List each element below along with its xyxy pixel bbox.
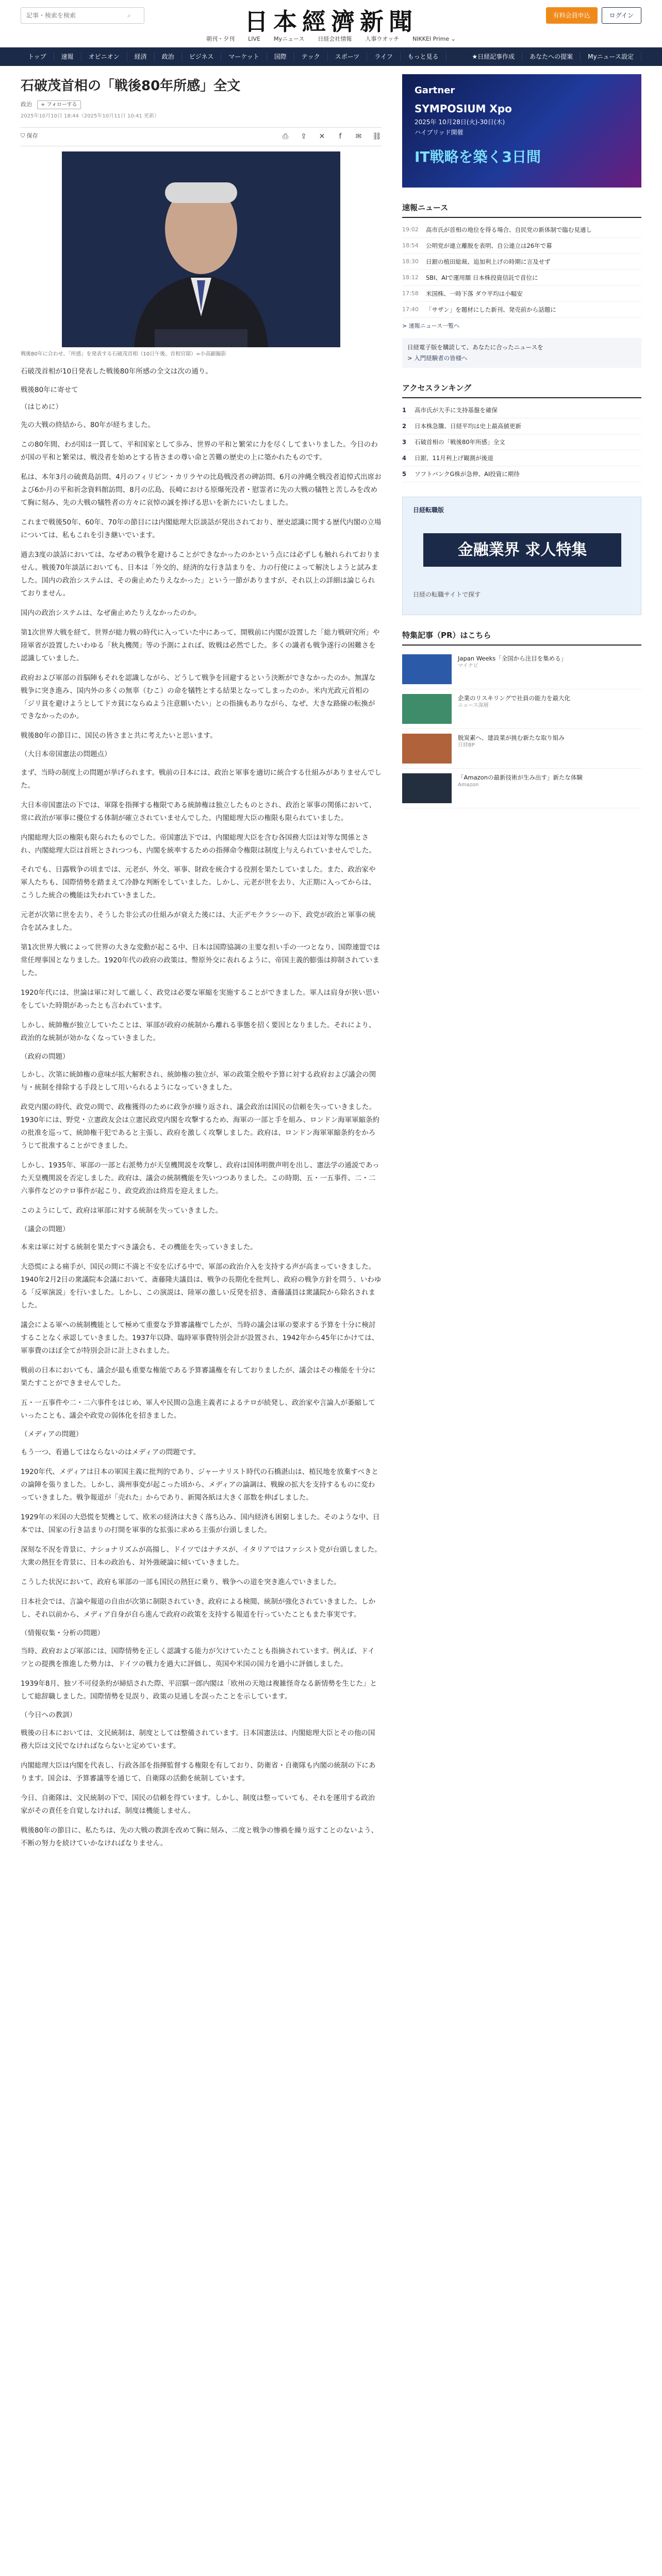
article-paragraph: 政府および軍部の首脳陣もそれを認識しながら、どうして戦争を回避するという決断ができなかったのか。無謀な戦争に突き進み、国内外の多くの無辜（むこ）の命を犠牲とする結果となってしまったのか。米内光政元首相の「ジリ貧を避けようとしてドカ貧にならぬよう注意願いたい」との指摘もありながら、なぜ、大きな路線の転換ができなかったのか。 (21, 673, 376, 721)
ranking-item[interactable] (402, 466, 641, 482)
article-paragraph: 第1次世界大戦によって世界の大きな変動が起こる中、日本は国際協調の主要な担い手の一つとなり、国際連盟では常任理事国となりました。1920年代の政府の政策は、幣原外交に表れるように、帝国主義的膨張は抑制されていました。 (21, 943, 380, 978)
nav-item[interactable]: 経済 (127, 52, 155, 61)
career-ad[interactable] (402, 497, 641, 615)
pr-thumbnail (402, 694, 452, 724)
login-button[interactable]: ログイン (602, 7, 641, 24)
search-icon[interactable]: ⌕ (127, 12, 131, 19)
subnav-item[interactable]: Myニュース (273, 35, 305, 42)
article-paragraph: 私は、本年3月の硫黄島訪問、4月のフィリピン・カリラヤの比島戦没者の碑訪問、6月の沖縄全戦没者追悼式出席および6か月の平和祈念資料館訪問、8月の広島、長崎における原爆死没者・慰霊者に先の大戦の犠牲と苦しみを改めて胸に刻み、先の大戦の犠牲者の方々に哀悼の誠を捧げる思いを新たにいたしました。 (21, 472, 382, 507)
article-date: 2025年10月10日 18:44（2025年10月11日 10:41 更新） (21, 113, 159, 120)
section-heading: （議会の問題） (21, 1225, 70, 1234)
photo-illustration (62, 151, 340, 347)
nav-item[interactable]: 国際 (267, 52, 294, 61)
nav-item-right[interactable]: Myニュース設定 (581, 52, 641, 61)
section-heading: 戦後80年に寄せて (21, 385, 78, 394)
nav-item[interactable]: 政治 (155, 52, 182, 61)
site-logo[interactable]: 日本經濟新聞 (244, 8, 418, 36)
ranking-number: 2 (402, 422, 407, 430)
access-ranking (402, 382, 641, 482)
nav-item[interactable]: ビジネス (182, 52, 222, 61)
article-paragraph: 戦後80年の節目に、私たちは、先の大戦の教訓を改めて胸に刻み、二度と戦争の惨禍を繰り返すことのないよう、不断の努力を続けていかなければなりません。 (21, 1826, 378, 1848)
ranking-title: ソフトバンクG株が急伸、AI投資に期待 (415, 470, 520, 478)
subnav-item[interactable]: 人事ウオッチ (365, 35, 400, 42)
article-paragraph: 本来は軍に対する統制を果たすべき議会も、その機能を失っていきました。 (21, 1243, 257, 1252)
article-paragraph: それでも、日露戦争の頃までは、元老が、外交、軍事、財政を統合する役割を果たしていました。また、政治家や軍人たちも、国際情勢を踏まえて冷静な判断をしていました。しかし、元老が世を去り、大正期に入ってからは、こうした統合の機能は失われていきました。 (21, 866, 376, 900)
nav-item[interactable]: オピニオン (81, 52, 127, 61)
pr-item[interactable] (402, 650, 641, 689)
subnav-item[interactable]: 日経会社情報 (318, 35, 352, 42)
pr-title: 脱炭素へ、建設業が挑む新たな取り組み (458, 734, 565, 741)
ranking-item[interactable] (402, 450, 641, 466)
ad-brand: Gartner (415, 85, 455, 96)
article-paragraph: しかし、1935年、軍部の一部と右派勢力が天皇機関説を攻撃し、政府は国体明徴声明を出し、憲法学の通説であった天皇機関説を否定しました。政府は、議会の統制機能を失いつつありました。この時期、五・一五事件、二・二六事件などのテロ事件が起こり、政党政治は終焉を迎えました。 (21, 1161, 379, 1196)
article-paragraph: このようにして、政府は軍部に対する統制を失っていきました。 (21, 1207, 223, 1215)
promo-text: 日経電子版を購読して、あなたに合ったニュースを (407, 343, 543, 351)
article-paragraph: これまで戦後50年、60年、70年の節目には内閣総理大臣談話が発出されており、歴史認識に関する歴代内閣の立場については、私もこれを引き継いでいます。 (21, 518, 382, 539)
article-paragraph: 内閣総理大臣は内閣を代表し、行政各部を指揮監督する権限を有しており、防衛省・自衛隊も内閣の統制の下にあります。国会は、予算審議等を通じて、自衛隊の活動を統制しています。 (21, 1761, 376, 1783)
mail-icon[interactable]: ✉ (355, 132, 362, 141)
nav-item[interactable]: 速報 (54, 52, 81, 61)
article-paragraph: 1929年の米国の大恐慌を契機として、欧米の経済は大きく落ち込み、国内経済も困窮しました。そのような中、日本では、国家の行き詰まりの打開を軍事的な拡張に求める主張が台頭しました。 (21, 1513, 380, 1534)
pr-item[interactable] (402, 769, 641, 808)
article-paragraph: 政党内閣の時代、政党の間で、政権獲得のために政争が繰り返され、議会政治は国民の信頼を失っていきました。1930年には、野党・立憲政友会は立憲民政党内閣を攻撃するため、海軍の一部と手を組み、ロンドン海軍軍縮条約の批准を巡って、統帥権干犯であると主張し、政府を激しく攻撃しました。政府は、ロンドン海軍軍縮条約をかろうじて批准することができました。 (21, 1103, 380, 1150)
section-heading: （今日への教訓） (21, 1710, 76, 1719)
section-label[interactable]: 政治 (21, 101, 32, 108)
sub-nav (0, 31, 662, 47)
pr-item[interactable] (402, 689, 641, 729)
nav-item[interactable]: スポーツ (328, 52, 368, 61)
article-title: 石破茂首相の「戦後80年所感」全文 (21, 78, 241, 94)
ranking-number: 1 (402, 406, 407, 414)
subnav-item[interactable]: NIKKEI Prime ⌄ (412, 35, 456, 42)
subnav-item[interactable]: 朝刊・夕刊 (206, 35, 235, 42)
breaking-more-link[interactable]: > 速報ニュース一覧へ (402, 323, 460, 330)
print-icon[interactable]: ⎙ (282, 132, 289, 141)
nav-item[interactable]: テック (294, 52, 328, 61)
pr-thumbnail (402, 654, 452, 684)
article-photo (62, 151, 340, 347)
search-box[interactable] (21, 7, 144, 24)
gartner-ad[interactable] (402, 74, 641, 188)
breaking-news-item[interactable] (402, 302, 641, 318)
pr-source: マイナビ (458, 663, 478, 669)
pr-title: Japan Weeks「全国から注目を集める」 (458, 654, 567, 662)
ad2-headline: 金融業界 求人特集 (423, 533, 621, 567)
ad-title: SYMPOSIUM Xpo (415, 103, 512, 115)
breaking-news-item[interactable] (402, 222, 641, 238)
article-paragraph: こうした状況において、政府も軍部の一部も国民の熱狂に乗り、戦争への道を突き進んでいきました。 (21, 1578, 341, 1586)
article-paragraph: しかし、統帥権が独立していたことは、軍部が政府の統制から離れる事態を招く要因となりました。それにより、政治的な統制が効かなくなっていきました。 (21, 1021, 376, 1043)
news-time: 17:40 (402, 306, 419, 313)
article-paragraph: 石破茂首相が10日発表した戦後80年所感の全文は次の通り。 (21, 367, 212, 376)
pr-thumbnail (402, 734, 452, 764)
news-time: 18:12 (402, 274, 419, 281)
ranking-number: 4 (402, 454, 407, 462)
top-bar (0, 0, 662, 36)
promo-link[interactable]: > 入門経験者の皆様へ (407, 354, 468, 362)
ad-headline: IT戦略を築く3日間 (415, 148, 541, 165)
pr-source: ニュース深層 (458, 702, 489, 708)
photo-caption: 戦後80年に合わせ、「所感」を発表する石破茂首相（10日午後、首相官邸）=小高顕撮影 (21, 351, 226, 357)
news-title: 高市氏が首相の地位を得る場合、自民党の新体制で臨む見通し (426, 226, 592, 233)
pr-source: 日経BP (458, 742, 475, 748)
article-body (21, 365, 382, 1850)
follow-button[interactable]: + フォローする (37, 100, 81, 109)
news-title: 米国株、一時下落 ダウ平均は小幅安 (426, 290, 523, 297)
search-input[interactable] (26, 12, 124, 19)
news-title: 「サザン」を題材にした新刊、発売前から話題に (426, 306, 556, 313)
article-paragraph: 元老が次第に世を去り、そうした非公式の仕組みが衰えた後には、大正デモクラシーの下、政党が政治と軍事の統合を試みました。 (21, 911, 376, 933)
breaking-news-item[interactable] (402, 238, 641, 254)
breaking-news (402, 202, 641, 368)
pr-title: 企業のリスキリングで社員の能力を最大化 (458, 694, 571, 702)
article-paragraph: 内閣総理大臣の権限も限られたものでした。帝国憲法下では、内閣総理大臣を含む各国務大臣は対等な関係とされ、内閣総理大臣は首班とされつつも、内閣を統率するための指揮命令権限は制度上与えられていませんでした。 (21, 833, 376, 855)
nav-item-right[interactable]: あなたへの提案 (522, 52, 581, 61)
article-paragraph: 戦後80年の節目に、国民の皆さまと共に考えたいと思います。 (21, 732, 217, 740)
news-title: SBI、AIで運用額 日本株投資信託で首位に (426, 274, 538, 281)
nav-item[interactable]: マーケット (221, 52, 267, 61)
article-paragraph: 日本社会では、言論や報道の自由が次第に制限されていき、政府による検閲、統制が強化されていきました。しかし、それ以前から、メディア自身が自ら進んで政府の政策を支持する報道を行っていたこともまた事実です。 (21, 1597, 375, 1619)
ad2-label: 日経転職版 (413, 506, 444, 514)
bookmark-icon: ⛉ (21, 132, 25, 140)
nav-item-right[interactable]: ★日経記事作成 (465, 52, 522, 61)
ad-venue: ハイブリッド開催 (415, 129, 464, 136)
link-icon[interactable]: ⛓ (372, 132, 382, 141)
ranking-title: 日銀、11月利上げ観測が後退 (415, 454, 493, 462)
news-time: 19:02 (402, 226, 419, 233)
news-time: 18:54 (402, 242, 419, 249)
article-paragraph: まず、当時の制度上の問題が挙げられます。戦前の日本には、政治と軍事を適切に統合する仕組みがありませんでした。 (21, 768, 382, 790)
pr-source: Amazon (458, 782, 479, 788)
article-paragraph: 五・一五事件や二・二六事件をはじめ、軍人や民間の急進主義者によるテロが続発し、政治家や言論人が萎縮していったことも、議会や政党の弱体化を招きました。 (21, 1398, 375, 1420)
save-label: 保存 (26, 132, 38, 140)
x-icon[interactable]: ✕ (319, 132, 325, 141)
article-toolbar (21, 127, 382, 146)
article-paragraph: 深刻な不況を背景に、ナショナリズムが高揚し、ドイツではナチスが、イタリアではファシスト党が台頭しました。大衆の熱狂を背景に、日本の政治も、対外強硬論に傾いていきました。 (21, 1545, 382, 1567)
share-icon[interactable]: ⇪ (301, 132, 307, 141)
save-button[interactable] (21, 132, 38, 142)
article-paragraph: 過去3度の談話においては、なぜあの戦争を避けることができなかったのかという点には必ずしも触れられておりません。戦後70年談話においても、日本は「外交的、経済的な行き詰まりを、力の行使によって解決しようと試みました。国内の政治システムは、その歯止めたりえなかった」という一節がありますが、それ以上の詳細は論じられておりません。 (21, 550, 380, 598)
nav-item[interactable]: ライフ (367, 52, 400, 61)
article-paragraph: 今日、自衛隊は、文民統制の下で、国民の信頼を得ています。しかし、制度は整っていても、それを運用する政治家がその責任を自覚しなければ、制度は機能しません。 (21, 1794, 375, 1816)
facebook-icon[interactable]: f (339, 132, 342, 141)
article-paragraph: この80年間、わが国は一貫して、平和国家として歩み、世界の平和と繁栄に力を尽くしてまいりました。今日のわが国の平和と繁栄は、戦没者を始めとする皆さまの尊い命と苦難の歴史の上に築かれたものです。 (21, 440, 378, 462)
breaking-news-item[interactable] (402, 254, 641, 270)
article-paragraph: 当時、政府および軍部には、国際情勢を正しく認識する能力が欠けていたことも指摘されています。例えば、ドイツとの提携を推進した勢力は、ドイツの戦力を過大に評価し、英国や米国の国力を過小に評価しました。 (21, 1647, 375, 1669)
ad2-sub: 日経の転職サイトで探す (413, 591, 481, 599)
ranking-item[interactable] (402, 418, 641, 434)
article-paragraph: 第1次世界大戦を経て、世界が総力戦の時代に入っていた中にあって、開戦前に内閣が設置した「総力戦研究所」や陸軍省が設置したいわゆる「秋丸機関」等の予測によれば、敗戦は必然でした。多くの識者も戦争遂行の困難さを認識していました。 (21, 628, 380, 663)
ranking-title: 高市氏が大手に支持基盤を確保 (415, 406, 498, 414)
article-paragraph: 大恐慌による痛手が、国民の間に不満と不安を広げる中で、軍部の政治介入を支持する声が高まっていきました。1940年2月2日の衆議院本会議において、斎藤隆夫議員は、戦争の長期化を批判し、政府の戦争方針を問う、いわゆる「反軍演説」を行いました。しかし、この演説は、陸軍の激しい反発を招き、斎藤議員は衆議院から除名されました。 (21, 1263, 382, 1310)
section-heading: （大日本帝国憲法の問題点） (21, 750, 111, 759)
news-title: 公明党が連立離脱を表明、自公連立は26年で幕 (426, 242, 552, 249)
subnav-item[interactable]: LIVE (248, 35, 260, 42)
article-paragraph: 戦前の日本においても、議会が最も重要な権能である予算審議権を有しておりましたが、議会はその権能を十分に果たすことができませんでした。 (21, 1366, 376, 1387)
breaking-heading: 速報ニュース (402, 202, 641, 218)
pr-thumbnail (402, 773, 452, 803)
section-heading: （情報収集・分析の問題） (21, 1629, 104, 1637)
article (21, 74, 382, 1857)
news-title: 日銀の植田総裁、追加利上げの時期に言及せず (426, 258, 551, 265)
ranking-number: 5 (402, 470, 407, 478)
section-heading: （政府の問題） (21, 1053, 70, 1061)
article-paragraph: 1920年代、メディアは日本の軍国主義に批判的であり、ジャーナリスト時代の石橋湛山は、植民地を放棄すべきとの論陣を張りました。しかし、満州事変が起こった頃から、メディアの論調は、戦線の拡大を支持するものに変わっていきました。戦争報道が「売れた」からであり、新聞各紙は大きく部数を伸ばしました。 (21, 1468, 378, 1502)
article-paragraph: もう一つ、看過してはならないのはメディアの問題です。 (21, 1448, 201, 1457)
ranking-item[interactable] (402, 434, 641, 450)
sidebar (402, 74, 641, 1857)
pr-heading: 特集記事（PR）はこちら (402, 630, 641, 646)
pr-item[interactable] (402, 729, 641, 769)
nav-item[interactable]: もっと見る (401, 52, 446, 61)
article-paragraph: 議会による軍への統制機能として極めて重要な予算審議権でしたが、当時の議会は軍の要求する予算を十分に検討することなく承認していきました。1937年以降、臨時軍事費特別会計が設置され、1942年から45年にかけては、軍事費のほぼ全てが特別会計に計上されました。 (21, 1321, 379, 1355)
ranking-number: 3 (402, 438, 407, 446)
news-time: 17:58 (402, 290, 419, 297)
nav-item[interactable]: トップ (21, 52, 54, 61)
promo-box[interactable] (402, 338, 641, 368)
article-paragraph: 国内の政治システムは、なぜ歯止めたりえなかったのか。 (21, 608, 201, 617)
article-paragraph: 大日本帝国憲法の下では、軍隊を指揮する権限である統帥権は独立したものとされ、政治と軍事の関係において、常に政治が軍事に優位する体制が確立されていませんでした。内閣総理大臣の権限も限られていました。 (21, 801, 376, 822)
news-time: 18:30 (402, 258, 419, 265)
ranking-title: 石破首相の「戦後80年所感」全文 (415, 438, 505, 446)
pr-section (402, 630, 641, 808)
ranking-item[interactable] (402, 402, 641, 418)
main-nav (0, 47, 662, 66)
section-heading: （はじめに） (21, 402, 62, 411)
article-paragraph: 1939年8月、独ソ不可侵条約が締結された際、平沼騏一郎内閣は「欧州の天地は複雑怪奇なる新情勢を生じた」として総辞職しました。国際情勢を見誤り、政策の見通しを誤ったことを示しています。 (21, 1680, 377, 1701)
article-paragraph: 戦後の日本においては、文民統制は、制度としては整備されています。日本国憲法は、内閣総理大臣とその他の国務大臣は文民でなければならないと定めています。 (21, 1729, 375, 1751)
breaking-news-item[interactable] (402, 286, 641, 302)
subscribe-button[interactable]: 有料会員申込 (546, 7, 598, 24)
ad-date: 2025年 10月28日(火)-30日(木) (415, 118, 505, 126)
article-paragraph: 先の大戦の終結から、80年が経ちました。 (21, 421, 155, 430)
article-paragraph: しかし、次第に統帥権の意味が拡大解釈され、統帥権の独立が、軍の政策全般や予算に対する政府および議会の関与・統制を排除する手段として用いられるようになっていきました。 (21, 1071, 376, 1092)
article-paragraph: 1920年代には、世論は軍に対して厳しく、政党は必要な軍縮を実施することができました。軍人は肩身が狭い思いをしていた時期があったとも言われています。 (21, 989, 379, 1010)
pr-title: 「Amazonの最新技術が生み出す」新たな体験 (458, 773, 583, 781)
ranking-title: 日本株急騰、日経平均は史上最高値更新 (415, 422, 521, 430)
section-heading: （メディアの問題） (21, 1430, 83, 1438)
ranking-heading: アクセスランキング (402, 382, 641, 398)
breaking-news-item[interactable] (402, 270, 641, 286)
